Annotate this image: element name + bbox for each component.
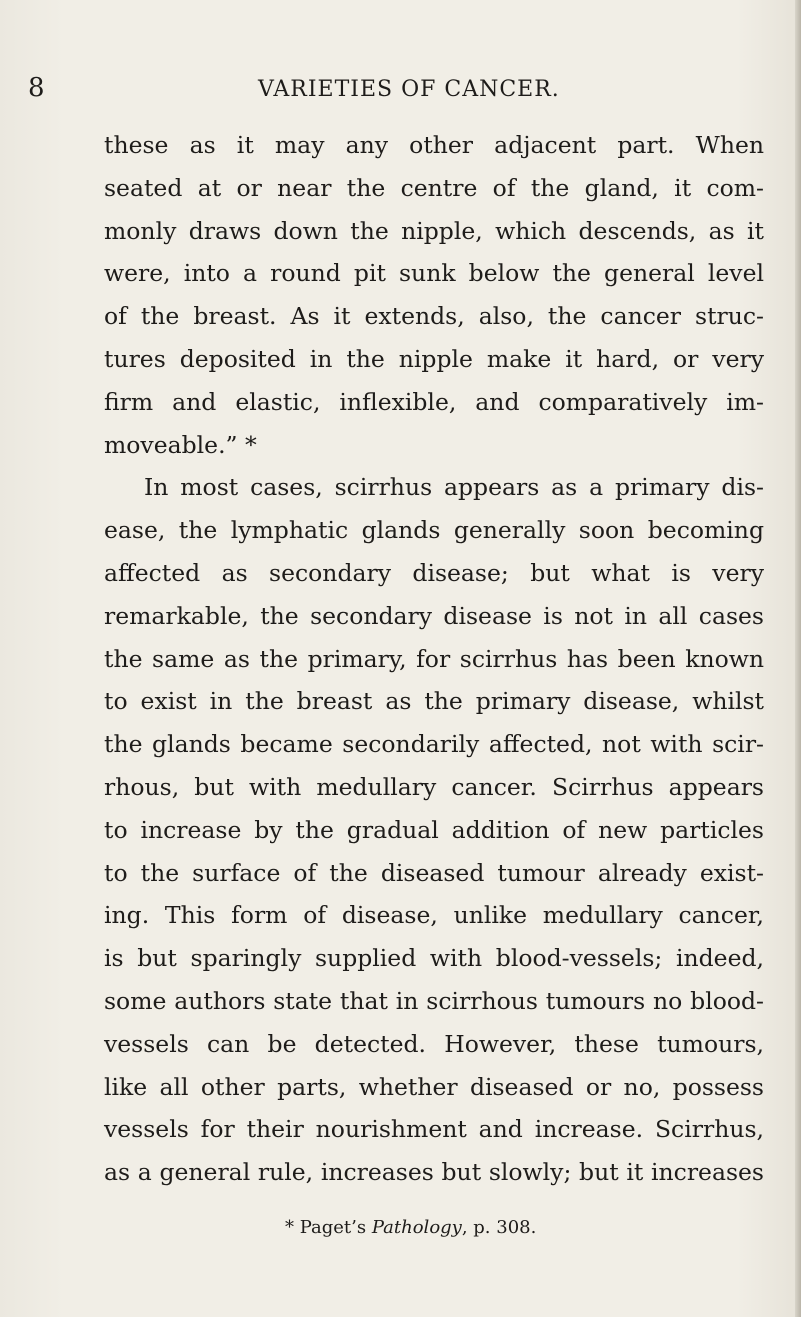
text-line: as a general rule, increases but slowly; but it increases xyxy=(104,1158,764,1187)
footnote xyxy=(285,1216,536,1240)
text-line: vessels can be detected. However, these tumours, xyxy=(104,1029,764,1058)
text-line: tures deposited in the nipple make it hard, or very xyxy=(104,344,764,373)
text-line: these as it may any other adjacent part. When xyxy=(104,131,764,159)
text-line: monly draws down the nipple, which descends, as it xyxy=(104,216,764,245)
text-line: firm and elastic, inflexible, and comparatively im- xyxy=(104,387,764,416)
footnote-title: Pathology xyxy=(371,1217,462,1238)
text-line: seated at or near the centre of the gland, it com- xyxy=(104,173,764,202)
body-text xyxy=(104,124,764,1194)
running-title: VARIETIES OF CANCER. xyxy=(258,77,560,102)
text-line: some authors state that in scirrhous tumours no blood- xyxy=(104,986,764,1015)
text-line: to increase by the gradual addition of new particles xyxy=(104,815,764,844)
text-line: rhous, but with medullary cancer. Scirrhus appears xyxy=(104,772,764,801)
footnote-ref: , p. 308. xyxy=(461,1217,537,1238)
text-line: affected as secondary disease; but what is very xyxy=(104,558,764,587)
text-line: the glands became secondarily affected, not with scir- xyxy=(104,730,764,759)
paragraph-start-line: In most cases, scirrhus appears as a primary dis- xyxy=(144,473,764,502)
text-line: remarkable, the secondary disease is not in all cases xyxy=(104,601,764,630)
text-line: is but sparingly supplied with blood-vessels; indeed, xyxy=(104,944,764,973)
text-line: vessels for their nourishment and increase. Scirrhus, xyxy=(104,1115,764,1144)
running-header xyxy=(0,70,801,106)
footnote-marker: * Paget’s xyxy=(285,1217,372,1238)
text-line: moveable.” * xyxy=(104,430,257,459)
text-line: to the surface of the diseased tumour already exist- xyxy=(104,858,764,887)
text-line: were, into a round pit sunk below the general level xyxy=(104,259,764,288)
page-number: 8 xyxy=(28,73,45,103)
text-line: to exist in the breast as the primary disease, whilst xyxy=(104,687,764,716)
page-edge xyxy=(795,0,801,1317)
text-line: like all other parts, whether diseased or no, possess xyxy=(104,1072,764,1101)
text-line: ease, the lymphatic glands generally soon becoming xyxy=(104,516,764,545)
text-line: ing. This form of disease, unlike medullary cancer, xyxy=(104,901,764,930)
text-line: of the breast. As it extends, also, the cancer struc- xyxy=(104,302,764,331)
text-line: the same as the primary, for scirrhus has been known xyxy=(104,644,764,673)
